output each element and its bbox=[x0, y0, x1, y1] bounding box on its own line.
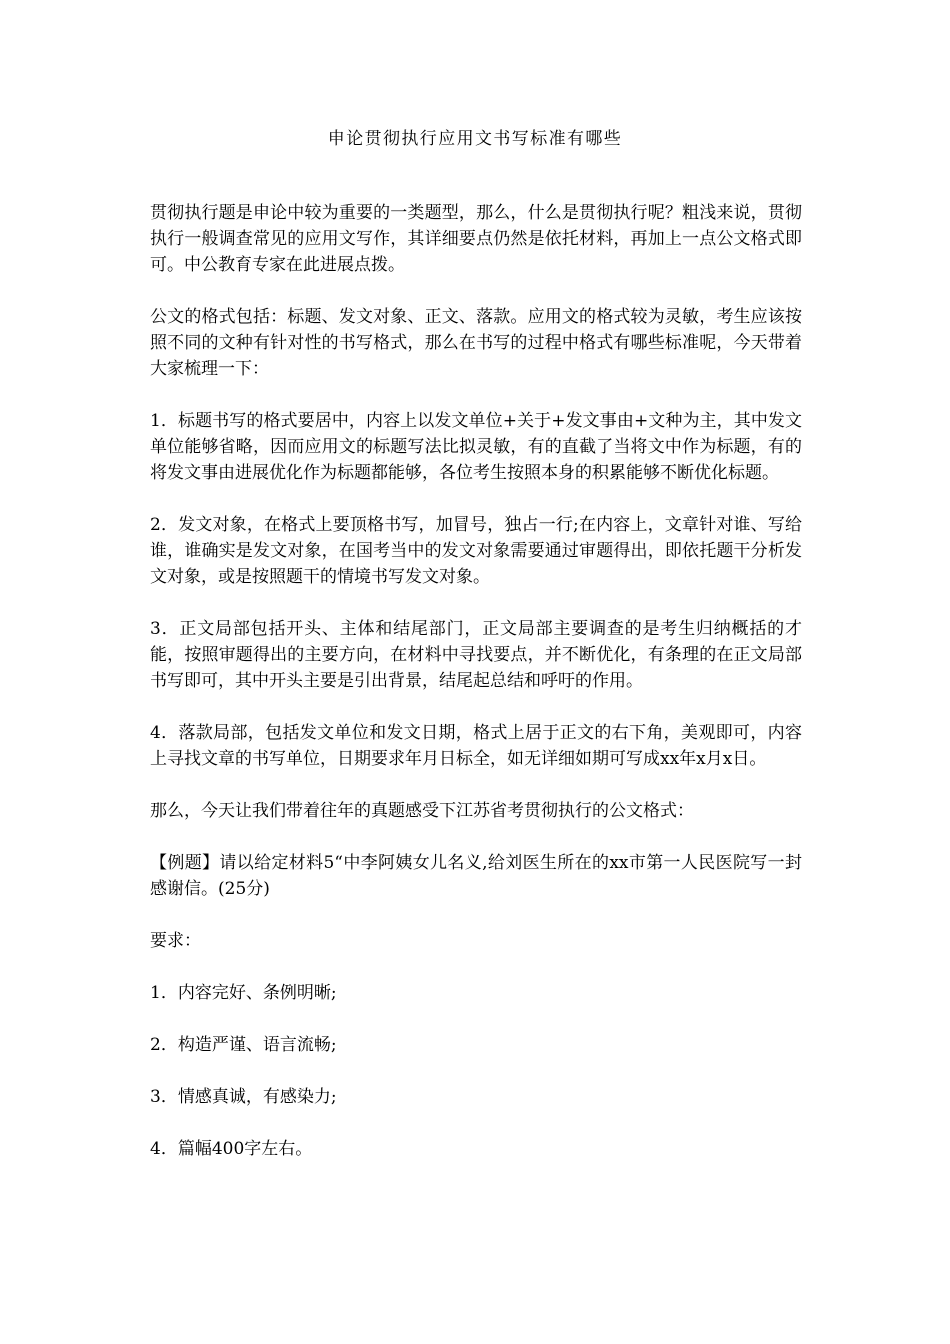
point-signature-paragraph: 4．落款局部，包括发文单位和发文日期，格式上居于正文的右下角，美观即可，内容上寻找文章的书写单位，日期要求年月日标全，如无详细如期可写成xx年x月x日。 bbox=[150, 723, 802, 769]
example-question-paragraph: 【例题】请以给定材料5“中李阿姨女儿名义,给刘医生所在的xx市第一人民医院写一封感谢信。(25分) bbox=[150, 853, 802, 899]
requirement-item: 3．情感真诚，有感染力; bbox=[150, 1087, 337, 1107]
transition-paragraph: 那么，今天让我们带着往年的真题感受下江苏省考贯彻执行的公文格式： bbox=[150, 801, 694, 821]
requirement-item: 1．内容完好、条例明晰; bbox=[150, 983, 337, 1003]
point-body-paragraph: 3．正文局部包括开头、主体和结尾部门，正文局部主要调查的是考生归纳概括的才能，按照审题得出的主要方向，在材料中寻找要点，并不断优化，有条理的在正文局部书写即可，其中开头主要是引出背景，结尾起总结和呼吁的作用。 bbox=[150, 619, 802, 691]
requirement-item: 2．构造严谨、语言流畅; bbox=[150, 1035, 337, 1055]
point-title-paragraph: 1．标题书写的格式要居中，内容上以发文单位+关于+发文事由+文种为主，其中发文单位能够省略，因而应用文的标题写法比拟灵敏，有的直截了当将文中作为标题，有的将发文事由进展优化作为标题都能够，各位考生按照本身的积累能够不断优化标题。 bbox=[150, 411, 802, 483]
document-title: 申论贯彻执行应用文书写标准有哪些 bbox=[327, 129, 623, 149]
intro-paragraph: 贯彻执行题是申论中较为重要的一类题型，那么，什么是贯彻执行呢？粗浅来说，贯彻执行一般调查常见的应用文写作，其详细要点仍然是依托材料，再加上一点公文格式即可。中公教育专家在此进展点拨。 bbox=[150, 203, 802, 275]
point-recipient-paragraph: 2．发文对象，在格式上要顶格书写，加冒号，独占一行;在内容上，文章针对谁、写给谁，谁确实是发文对象，在国考当中的发文对象需要通过审题得出，即依托题干分析发文对象，或是按照题干的情境书写发文对象。 bbox=[150, 515, 802, 587]
requirements-heading: 要求： bbox=[150, 931, 201, 951]
document-body bbox=[150, 200, 802, 1162]
format-overview-paragraph: 公文的格式包括：标题、发文对象、正文、落款。应用文的格式较为灵敏，考生应该按照不同的文种有针对性的书写格式，那么在书写的过程中格式有哪些标准呢，今天带着大家梳理一下： bbox=[150, 307, 802, 379]
requirement-item: 4．篇幅400字左右。 bbox=[150, 1139, 313, 1159]
